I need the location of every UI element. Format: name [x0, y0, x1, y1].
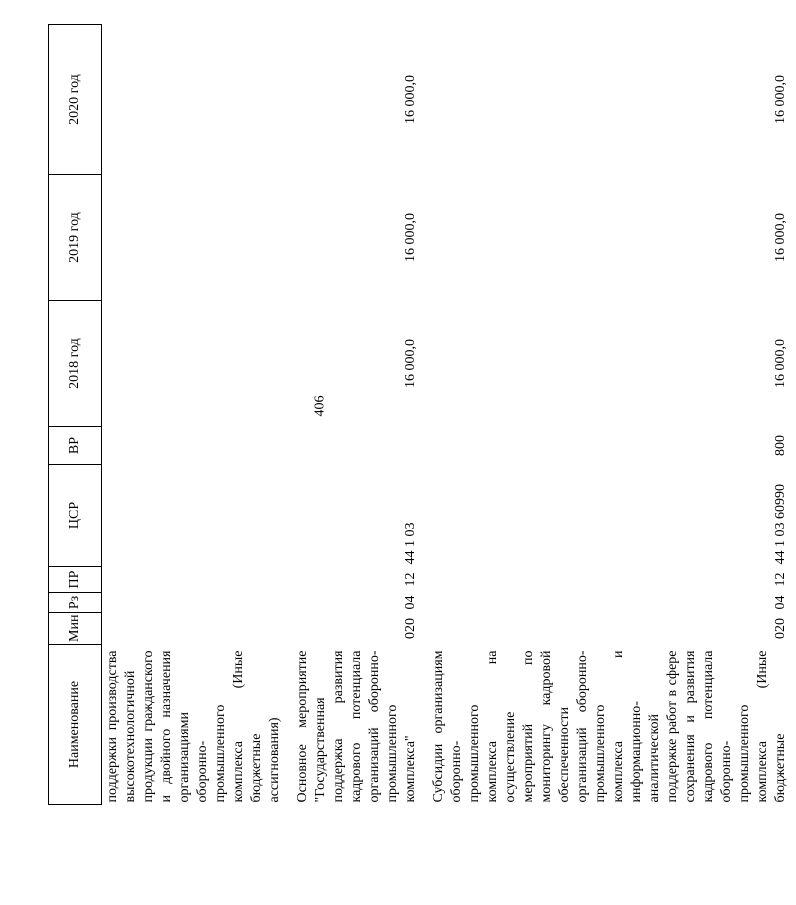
budget-table: [48, 24, 796, 805]
row-min: [102, 613, 291, 645]
header-vr: ВР: [49, 427, 102, 465]
row-2018: 16 000,0: [773, 339, 788, 388]
row-2020: 16 000,0: [773, 75, 788, 124]
row-2020: 16 000,0: [403, 75, 418, 124]
row-name: Субсидии организациям оборонно-промышленного комплекса на осуществление мероприятий по мониторингу кадровой обеспеченности организаций оборонно-промышленного комплекса и информационно-аналитической поддержке работ в сфере сохранения и развития кадрового потенциала оборонно-промышленного комплекса (Иные бюджетные: [431, 650, 788, 803]
row-rz: 04: [403, 595, 418, 610]
row-min: 020: [773, 618, 788, 639]
header-rz: Рз: [49, 593, 102, 613]
row-vr: 800: [773, 435, 788, 456]
row-pr: [102, 567, 291, 593]
row-2020: [102, 25, 291, 175]
table-row: [102, 25, 291, 805]
row-rz: [102, 593, 291, 613]
header-2020: 2020 год: [49, 25, 102, 175]
row-csr: 44 1 03 60990: [773, 484, 788, 565]
table-row: [290, 25, 426, 805]
row-pr: 12: [773, 572, 788, 587]
row-pr: 12: [403, 572, 418, 587]
page-number-text: 406: [312, 395, 327, 417]
table-header-row: [49, 25, 102, 805]
table-row: [426, 25, 796, 805]
row-2019: [102, 175, 291, 301]
row-csr: 44 1 03: [403, 522, 418, 565]
row-2019: 16 000,0: [403, 213, 418, 262]
row-2019: 16 000,0: [773, 213, 788, 262]
header-pr: ПР: [49, 567, 102, 593]
header-2018: 2018 год: [49, 301, 102, 427]
header-csr: ЦСР: [49, 465, 102, 567]
row-min: 020: [403, 618, 418, 639]
row-name: поддержки производства высокотехнологичной продукции гражданского и двойного назначения организациями оборонно-промышленного комплекса (Иные бюджетные ассигнования): [105, 650, 282, 803]
row-vr: [290, 427, 426, 465]
row-csr: [102, 465, 291, 567]
header-min: Мин: [49, 613, 102, 645]
row-rz: 04: [773, 595, 788, 610]
row-2018: 16 000,0: [403, 339, 418, 388]
page-number: [0, 395, 640, 417]
row-name: Основное мероприятие "Государственная поддержка развития кадрового потенциала организаций оборонно-промышленного комплекса": [295, 650, 418, 803]
header-name: Наименование: [49, 645, 102, 805]
row-vr: [102, 427, 291, 465]
header-2019: 2019 год: [49, 175, 102, 301]
